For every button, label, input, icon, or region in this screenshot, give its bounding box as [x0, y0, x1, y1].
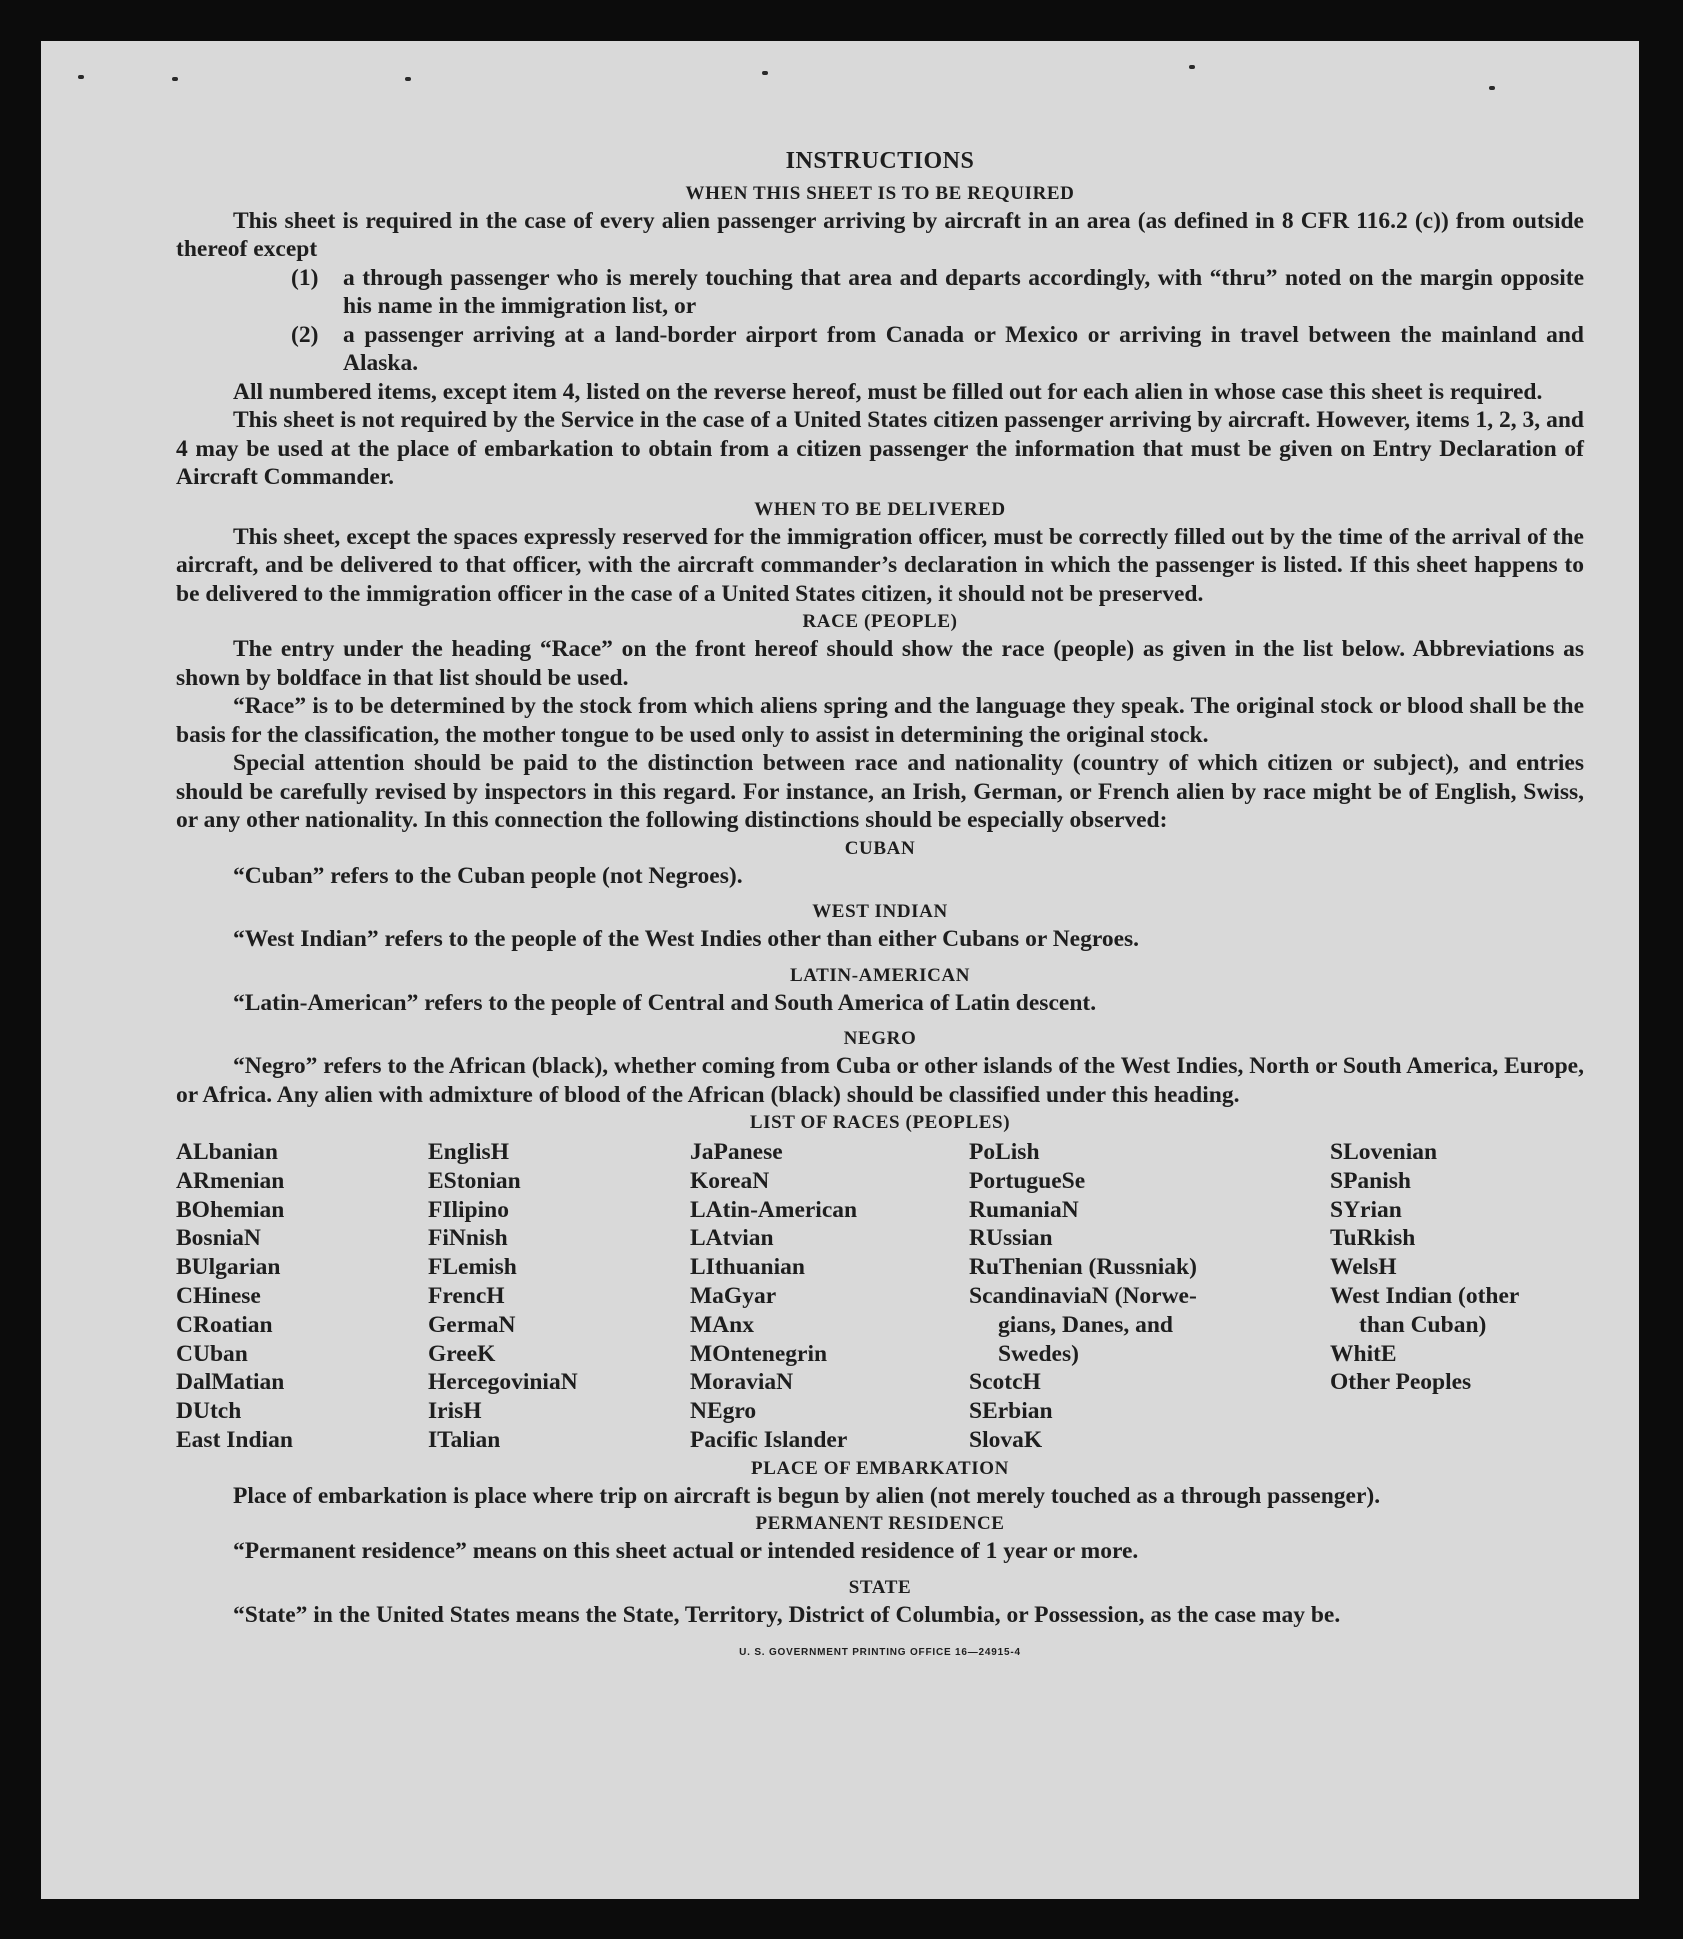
- exception-item: [291, 321, 1584, 378]
- race-entry: SPanish: [1330, 1167, 1411, 1194]
- race-entry: ALbanian: [176, 1139, 278, 1165]
- race-entry: GreeK: [428, 1340, 496, 1367]
- scan-speck: [1189, 65, 1195, 69]
- race-entry: Pacific Islander: [690, 1426, 848, 1453]
- west-indian-text: “West Indian” refers to the people of the West Indies other than either Cubans or Negroes.: [233, 926, 1140, 952]
- race-entry: IrisH: [428, 1398, 482, 1425]
- race-entry: BOhemian: [176, 1196, 285, 1223]
- race-para-3: Special attention should be paid to the distinction between race and nationality (country of which citizen or subject), and entries should be carefully revised by inspectors in this regard. For instance, an Irish, German, or French alien by race might be of English, Swiss, or any other nationality. In this connection the following distinctions should be especially observed:: [176, 750, 1584, 833]
- required-para-3: This sheet is not required by the Service in the case of a United States citizen passenger arriving by aircraft. However, items 1, 2, 3, and 4 may be used at the place of embarkation to obtain from a citizen passenger the information that must be given on Entry Declaration of Aircraft Commander.: [176, 407, 1584, 490]
- race-entry: PortugueSe: [969, 1167, 1086, 1194]
- cuban-text: “Cuban” refers to the Cuban people (not Negroes).: [233, 862, 743, 889]
- instructions-content: [176, 143, 1584, 1668]
- race-entry: NEgro: [690, 1398, 757, 1425]
- exception-number: (1): [291, 264, 319, 291]
- scan-speck: [1489, 86, 1495, 90]
- race-entry: FrencH: [428, 1282, 505, 1309]
- state-text: “State” in the United States means the State, Territory, District of Columbia, or Possession, as the case may be.: [233, 1601, 1341, 1628]
- section-title-race: RACE (PEOPLE): [802, 611, 958, 632]
- exception-number: (2): [291, 321, 319, 348]
- race-entry: LIthuanian: [690, 1254, 805, 1281]
- race-entry: PoLish: [969, 1139, 1040, 1165]
- race-entry: TuRkish: [1330, 1225, 1416, 1252]
- race-entry: JaPanese: [690, 1139, 783, 1165]
- race-entry: CUban: [176, 1340, 248, 1367]
- races-column-1: [176, 1138, 428, 1455]
- race-para-1: The entry under the heading “Race” on the front hereof should show the race (people) as given in the list below. Abbreviations as shown by boldface in that list should be used.: [176, 636, 1584, 691]
- race-entry: MoraviaN: [690, 1369, 794, 1396]
- section-title-latin-american: LATIN-AMERICAN: [789, 964, 971, 986]
- race-entry: RUssian: [969, 1225, 1053, 1252]
- race-entry: SErbian: [969, 1398, 1053, 1425]
- scan-speck: [172, 77, 178, 81]
- race-entry: ITalian: [428, 1426, 501, 1453]
- race-entry-continued: Swedes): [998, 1340, 1079, 1367]
- required-intro: This sheet is required in the case of every alien passenger arriving by aircraft in an area (as defined in 8 CFR 116.2 (c)) from outside thereof except: [176, 207, 1584, 262]
- race-para-2: “Race” is to be determined by the stock from which aliens spring and the language they speak. The original stock or blood shall be the basis for the classification, the mother tongue to be used only to assist in determining the original stock.: [176, 693, 1584, 748]
- race-entry: FiNnish: [428, 1225, 508, 1252]
- required-para-2: All numbered items, except item 4, listed on the reverse hereof, must be filled out for each alien in whose case this sheet is required.: [233, 378, 1543, 405]
- printing-office-footer: U. S. GOVERNMENT PRINTING OFFICE 16—24915-4: [739, 1647, 1021, 1659]
- race-entry: DalMatian: [176, 1369, 285, 1396]
- race-entry: BUlgarian: [176, 1254, 281, 1281]
- document-sheet: [41, 41, 1639, 1899]
- exception-item: [291, 264, 1584, 321]
- race-entry: EnglisH: [428, 1139, 509, 1165]
- race-entry: West Indian (other: [1330, 1282, 1520, 1309]
- races-column-5: [1330, 1138, 1519, 1455]
- race-entry: KoreaN: [690, 1167, 770, 1194]
- exception-text: a through passenger who is merely touching that area and departs accordingly, with “thru” noted on the margin opposite his name in the immigration list, or: [343, 264, 1584, 319]
- race-entry: GermaN: [428, 1311, 516, 1338]
- races-column-4: [969, 1138, 1330, 1455]
- section-title-embarkation: PLACE OF EMBARKATION: [751, 1457, 1009, 1479]
- race-entry-continued: gians, Danes, and: [998, 1311, 1173, 1338]
- delivered-text: This sheet, except the spaces expressly reserved for the immigration officer, must be correctly filled out by the time of the arrival of the aircraft, and be delivered to that officer, with the aircraft commander’s declaration in which the passenger is listed. If this sheet happens to be delivered to the immigration officer in the case of a United States citizen, it should not be preserved.: [176, 523, 1584, 607]
- race-entry: ScandinaviaN (Norwe-: [969, 1282, 1197, 1309]
- section-title-state: STATE: [848, 1576, 912, 1598]
- race-entry-continued: than Cuban): [1359, 1311, 1487, 1338]
- section-title-west-indian: WEST INDIAN: [812, 901, 948, 922]
- section-title-residence: PERMANENT RESIDENCE: [755, 1513, 1005, 1535]
- races-column-3: [690, 1138, 969, 1455]
- race-entry: DUtch: [176, 1398, 242, 1425]
- section-title-delivered: WHEN TO BE DELIVERED: [754, 498, 1006, 520]
- race-entry: LAtin-American: [690, 1196, 858, 1223]
- race-entry: MaGyar: [690, 1282, 777, 1309]
- races-column-2: [428, 1138, 690, 1455]
- page-title: INSTRUCTIONS: [785, 148, 975, 174]
- race-entry: SlovaK: [969, 1426, 1043, 1453]
- races-list: [176, 1138, 1584, 1455]
- section-title-negro: NEGRO: [843, 1028, 917, 1049]
- race-entry: SYrian: [1330, 1196, 1402, 1223]
- race-entry: BosniaN: [176, 1225, 261, 1252]
- race-entry: ScotcH: [969, 1369, 1041, 1396]
- race-entry: Other Peoples: [1330, 1369, 1472, 1396]
- exception-text: a passenger arriving at a land-border airport from Canada or Mexico or arriving in travel between the mainland and Alaska.: [343, 321, 1584, 376]
- race-entry: RumaniaN: [969, 1196, 1079, 1223]
- negro-text: “Negro” refers to the African (black), whether coming from Cuba or other islands of the West Indies, North or South America, Europe, or Africa. Any alien with admixture of blood of the African (black) should be classified under this heading.: [176, 1053, 1584, 1108]
- race-entry: MAnx: [690, 1311, 754, 1338]
- race-entry: LAtvian: [690, 1225, 774, 1252]
- scan-speck: [405, 77, 411, 81]
- race-entry: RuThenian (Russniak): [969, 1254, 1197, 1281]
- race-entry: FIlipino: [428, 1196, 509, 1223]
- race-entry: MOntenegrin: [690, 1340, 828, 1367]
- race-entry: FLemish: [428, 1254, 517, 1281]
- race-entry: HercegoviniaN: [428, 1369, 578, 1396]
- embarkation-text: Place of embarkation is place where trip on aircraft is begun by alien (not merely touched as a through passenger).: [233, 1482, 1381, 1509]
- race-entry: ARmenian: [176, 1167, 285, 1194]
- section-title-required: WHEN THIS SHEET IS TO BE REQUIRED: [685, 182, 1075, 204]
- race-entry: CRoatian: [176, 1311, 273, 1338]
- scan-speck: [762, 71, 768, 75]
- section-title-cuban: CUBAN: [844, 837, 916, 859]
- race-entry: East Indian: [176, 1426, 293, 1453]
- residence-text: “Permanent residence” means on this sheet actual or intended residence of 1 year or more.: [233, 1538, 1139, 1565]
- race-entry: WhitE: [1330, 1340, 1397, 1367]
- race-entry: SLovenian: [1330, 1139, 1438, 1165]
- scan-speck: [78, 75, 84, 79]
- latin-american-text: “Latin-American” refers to the people of Central and South America of Latin descent.: [233, 989, 1097, 1016]
- race-entry: EStonian: [428, 1167, 521, 1194]
- list-of-races-title: LIST OF RACES (PEOPLES): [749, 1112, 1011, 1133]
- race-entry: CHinese: [176, 1282, 261, 1309]
- race-entry: WelsH: [1330, 1254, 1397, 1281]
